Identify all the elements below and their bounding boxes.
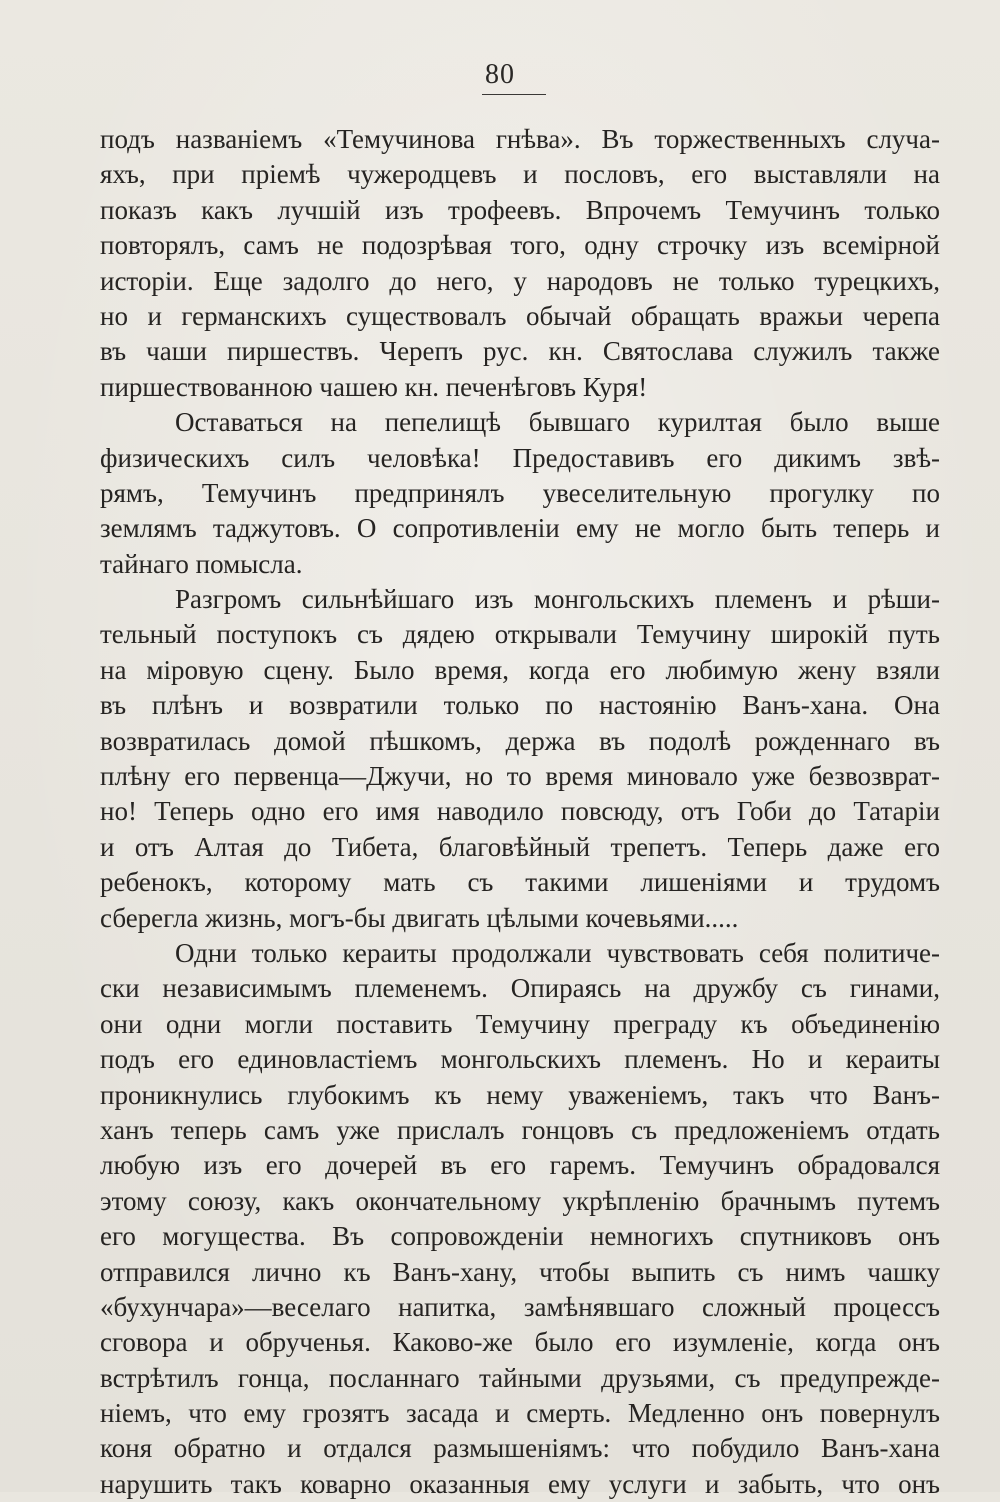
text-line: любую изъ его дочерей въ его гаремъ. Темучинъ обрадовался xyxy=(100,1150,940,1181)
text-line: подъ названіемъ «Темучинова гнѣва». Въ торжественныхъ случа- xyxy=(100,124,940,154)
text-line: тайнаго помысла. xyxy=(100,548,303,579)
page-number: 80 xyxy=(485,59,515,90)
text-line: пиршествованною чашею кн. печенѣговъ Куря! xyxy=(100,371,648,402)
text-line: ханъ теперь самъ уже прислалъ гонцовъ съ предложеніемъ отдать xyxy=(100,1114,940,1145)
text-line: этому союзу, какъ окончательному укрѣпленію брачнымъ путемъ xyxy=(100,1185,940,1216)
text-line: на міровую сцену. Было время, когда его любимую жену взяли xyxy=(100,654,940,685)
text-line: яхъ, при пріемѣ чужеродцевъ и пословъ, его выставляли на xyxy=(100,159,940,190)
text-line: нарушить такъ коварно оказанныя ему услуги и забыть, что онъ xyxy=(100,1468,940,1499)
body-text xyxy=(100,122,940,1502)
text-line: проникнулись глубокимъ къ нему уваженіемъ, такъ что Ванъ- xyxy=(100,1079,940,1110)
text-line: подъ его единовластіемъ монгольскихъ племенъ. Но и кераиты xyxy=(100,1044,940,1075)
text-line: Одни только кераиты продолжали чувствовать себя политиче- xyxy=(175,937,940,968)
text-line: но и германскихъ существовалъ обычай обращать вражьи черепа xyxy=(100,300,940,331)
text-line: отправился лично къ Ванъ-хану, чтобы выпить съ нимъ чашку xyxy=(100,1256,940,1287)
text-line: въ плѣнъ и возвратили только по настоянію Ванъ-хана. Она xyxy=(100,690,940,721)
page-number-rule xyxy=(482,94,546,95)
text-line: сговора и обрученья. Каково-же было его изумленіе, когда онъ xyxy=(100,1327,940,1358)
text-line: они одни могли поставить Темучину преграду къ объединенію xyxy=(100,1008,940,1039)
text-line: повторялъ, самъ не подозрѣвая того, одну строчку изъ всемірной xyxy=(100,230,940,261)
text-line: коня обратно и отдался размышеніямъ: что побудило Ванъ-хана xyxy=(100,1433,940,1464)
text-line: тельный поступокъ съ дядею открывали Темучину широкій путь xyxy=(100,619,940,650)
text-line: Разгромъ сильнѣйшаго изъ монгольскихъ племенъ и рѣши- xyxy=(175,584,940,615)
text-line: землямъ таджутовъ. О сопротивленіи ему не могло быть теперь и xyxy=(100,513,940,544)
text-line: ски независимымъ племенемъ. Опираясь на дружбу съ гинами, xyxy=(100,973,940,1004)
text-line: встрѣтилъ гонца, посланнаго тайными друзьями, съ предупрежде- xyxy=(100,1362,940,1393)
text-line: физическихъ силъ человѣка! Предоставивъ его дикимъ звѣ- xyxy=(100,442,940,473)
text-line: но! Теперь одно его имя наводило повсюду, отъ Гоби до Татаріи xyxy=(100,796,940,827)
text-line: ніемъ, что ему грозятъ засада и смерть. Медленно онъ повернулъ xyxy=(100,1398,940,1429)
text-line: и отъ Алтая до Тибета, благовѣйный трепетъ. Теперь даже его xyxy=(100,831,940,862)
text-line: его могущества. Въ сопровожденіи немногихъ спутниковъ онъ xyxy=(100,1221,940,1252)
text-line: «бухунчара»—веселаго напитка, замѣнявшаго сложный процессъ xyxy=(100,1291,940,1322)
text-line: сберегла жизнь, могъ-бы двигать цѣлыми кочевьями..... xyxy=(100,902,739,933)
text-line: ребенокъ, которому мать съ такими лишеніями и трудомъ xyxy=(100,867,940,898)
text-line: плѣну его первенца—Джучи, но то время миновало уже безвозврат- xyxy=(100,761,940,792)
text-line: въ чаши пиршествъ. Черепъ рус. кн. Святослава служилъ также xyxy=(100,336,940,367)
text-line: показъ какъ лучшій изъ трофеевъ. Впрочемъ Темучинъ только xyxy=(100,194,940,225)
text-line: рямъ, Темучинъ предпринялъ увеселительную прогулку по xyxy=(100,477,940,508)
text-line: Оставаться на пепелищѣ бывшаго курилтая было выше xyxy=(175,407,940,438)
text-line: возвратилась домой пѣшкомъ, держа въ подолѣ рожденнаго въ xyxy=(100,725,940,756)
text-line: исторіи. Еще задолго до него, у народовъ не только турецкихъ, xyxy=(100,265,940,296)
